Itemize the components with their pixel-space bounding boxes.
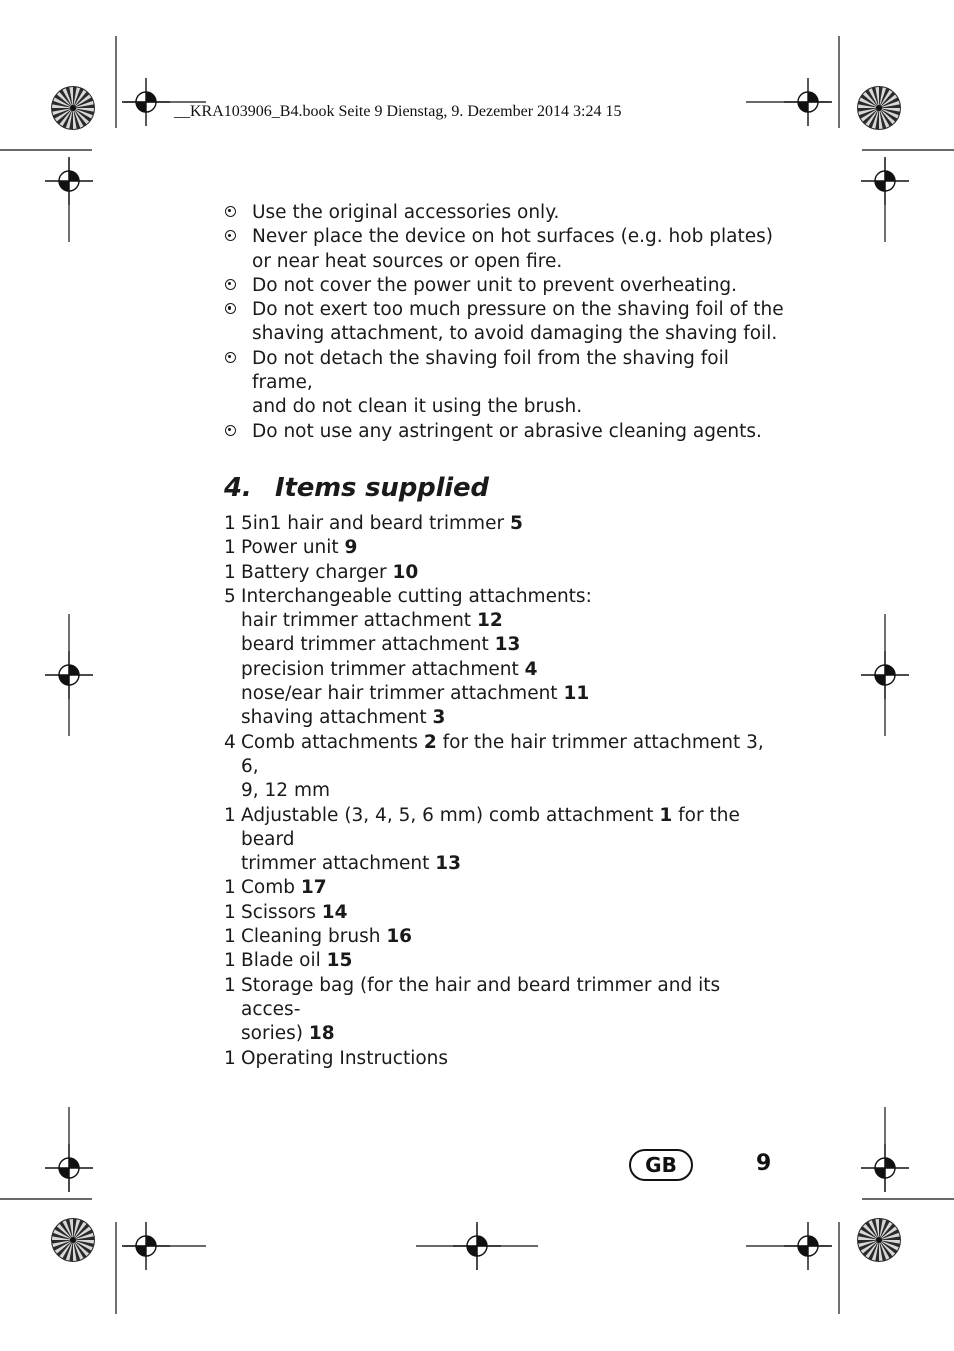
item-quantity: 1	[224, 804, 236, 826]
crosshair-registration-mark-icon	[784, 1222, 832, 1270]
section-title: Items supplied	[275, 472, 489, 503]
item-quantity: 1	[224, 950, 236, 972]
page-content	[224, 201, 784, 1071]
crosshair-registration-mark-icon	[861, 157, 909, 205]
list-item	[224, 925, 784, 949]
item-reference-number: 13	[494, 634, 521, 656]
item-quantity: 1	[224, 512, 236, 534]
bullet-text-line: Never place the device on hot surfaces (e.g. hob plates)	[252, 226, 773, 248]
bullet-text-line: Do not use any astringent or abrasive cleaning agents.	[252, 420, 762, 442]
bullet-text-line: Use the original accessories only.	[252, 202, 560, 223]
item-reference-number: 14	[321, 901, 348, 923]
sub-item-text: nose/ear hair trimmer attachment	[241, 683, 564, 705]
sub-item-text: shaving attachment	[241, 707, 433, 729]
page-number: 9	[756, 1151, 772, 1176]
circled-dot-bullet-icon	[225, 352, 236, 363]
bullet-item	[224, 274, 784, 298]
item-text: 5in1 hair and beard trimmer	[241, 512, 510, 534]
bullet-text-line: and do not clean it using the brush.	[252, 396, 583, 418]
list-item	[224, 1047, 784, 1071]
sub-item	[241, 609, 784, 633]
section-number: 4.	[224, 472, 252, 503]
item-continuation-line	[241, 1022, 784, 1046]
item-reference-number: 18	[308, 1023, 335, 1045]
bullet-item	[224, 225, 784, 274]
item-continuation-text: sories)	[241, 1023, 309, 1045]
sub-item-text: beard trimmer attachment	[241, 634, 495, 656]
item-text: Cleaning brush	[241, 926, 387, 948]
crosshair-registration-mark-icon	[861, 1144, 909, 1192]
item-quantity: 5	[224, 585, 236, 607]
crosshair-registration-mark-icon	[45, 157, 93, 205]
list-item	[224, 974, 784, 1047]
item-text: Blade oil	[241, 950, 327, 972]
item-reference-number: 1	[659, 804, 673, 826]
item-text: Adjustable (3, 4, 5, 6 mm) comb attachment	[241, 804, 660, 826]
item-quantity: 1	[224, 877, 236, 899]
item-quantity: 1	[224, 561, 236, 583]
bullet-text-line: or near heat sources or open fire.	[252, 250, 563, 272]
item-quantity: 1	[224, 974, 236, 996]
bullet-item	[224, 201, 784, 225]
list-item	[224, 585, 784, 731]
item-reference-number: 3	[432, 707, 446, 729]
section-heading	[224, 472, 784, 504]
item-reference-number: 9	[344, 537, 358, 559]
bullet-text-line: Do not cover the power unit to prevent overheating.	[252, 274, 738, 296]
item-reference-number: 2	[423, 731, 437, 753]
item-continuation-line	[241, 779, 784, 803]
item-reference-number: 5	[509, 512, 523, 534]
circled-dot-bullet-icon	[225, 206, 236, 217]
item-quantity: 1	[224, 926, 236, 948]
circled-dot-bullet-icon	[225, 425, 236, 436]
starburst-registration-icon	[51, 86, 95, 130]
item-text-continued: for the hair trimmer attachment 3, 6,	[241, 731, 764, 777]
item-reference-number: 11	[563, 683, 590, 705]
item-text: Comb attachments	[241, 731, 424, 753]
item-text: Operating Instructions	[241, 1047, 449, 1069]
bullet-item	[224, 420, 784, 444]
item-reference-number: 4	[524, 658, 538, 680]
starburst-registration-icon	[857, 1218, 901, 1262]
crosshair-registration-mark-icon	[861, 651, 909, 699]
list-item	[224, 561, 784, 585]
circled-dot-bullet-icon	[225, 303, 236, 314]
item-reference-number: 15	[326, 950, 353, 972]
sub-item	[241, 706, 784, 730]
item-reference-number: 16	[386, 926, 413, 948]
crosshair-registration-mark-icon	[45, 1144, 93, 1192]
language-badge: GB	[629, 1149, 693, 1181]
sub-item	[241, 682, 784, 706]
sub-item	[241, 633, 784, 657]
crosshair-registration-mark-icon	[453, 1222, 501, 1270]
item-reference-number: 12	[476, 610, 503, 632]
item-text: Scissors	[241, 901, 322, 923]
starburst-registration-icon	[857, 86, 901, 130]
print-header-info: __KRA103906_B4.book Seite 9 Dienstag, 9. Dezember 2014 3:24 15	[174, 103, 622, 120]
list-item	[224, 876, 784, 900]
item-reference-number: 10	[392, 561, 419, 583]
item-reference-number: 17	[300, 877, 327, 899]
item-text-continued: for the beard	[241, 804, 740, 850]
list-item	[224, 901, 784, 925]
bullet-text-line: Do not exert too much pressure on the shaving foil of the	[252, 299, 784, 321]
item-continuation-text: 9, 12 mm	[241, 780, 330, 802]
bullet-text-line: Do not detach the shaving foil from the shaving foil frame,	[252, 347, 729, 394]
items-supplied-list	[224, 512, 784, 1071]
list-item	[224, 536, 784, 560]
item-quantity: 1	[224, 1047, 236, 1069]
crosshair-registration-mark-icon	[122, 1222, 170, 1270]
circled-dot-bullet-icon	[225, 279, 236, 290]
starburst-registration-icon	[51, 1218, 95, 1262]
item-quantity: 1	[224, 537, 236, 559]
bullet-item	[224, 298, 784, 347]
list-item	[224, 512, 784, 536]
item-text: Storage bag (for the hair and beard trimmer and its acces-	[241, 974, 721, 1020]
sub-item-text: precision trimmer attachment	[241, 658, 525, 680]
item-quantity: 4	[224, 731, 236, 753]
item-text: Comb	[241, 877, 301, 899]
crosshair-registration-mark-icon	[45, 651, 93, 699]
bullet-item	[224, 347, 784, 420]
item-quantity: 1	[224, 901, 236, 923]
item-text: Power unit	[241, 537, 345, 559]
sub-item	[241, 658, 784, 682]
list-item	[224, 804, 784, 877]
safety-bullet-list	[224, 201, 784, 444]
bullet-text-line: shaving attachment, to avoid damaging the shaving foil.	[252, 323, 778, 345]
circled-dot-bullet-icon	[225, 230, 236, 241]
item-text: Interchangeable cutting attachments:	[241, 585, 592, 607]
item-text: Battery charger	[241, 561, 393, 583]
list-item	[224, 949, 784, 973]
crosshair-registration-mark-icon	[122, 78, 170, 126]
list-item	[224, 731, 784, 804]
sub-item-text: hair trimmer attachment	[241, 610, 477, 632]
item-continuation-text: trimmer attachment	[241, 853, 436, 875]
item-continuation-line	[241, 852, 784, 876]
item-reference-number: 13	[435, 853, 461, 875]
crosshair-registration-mark-icon	[784, 78, 832, 126]
